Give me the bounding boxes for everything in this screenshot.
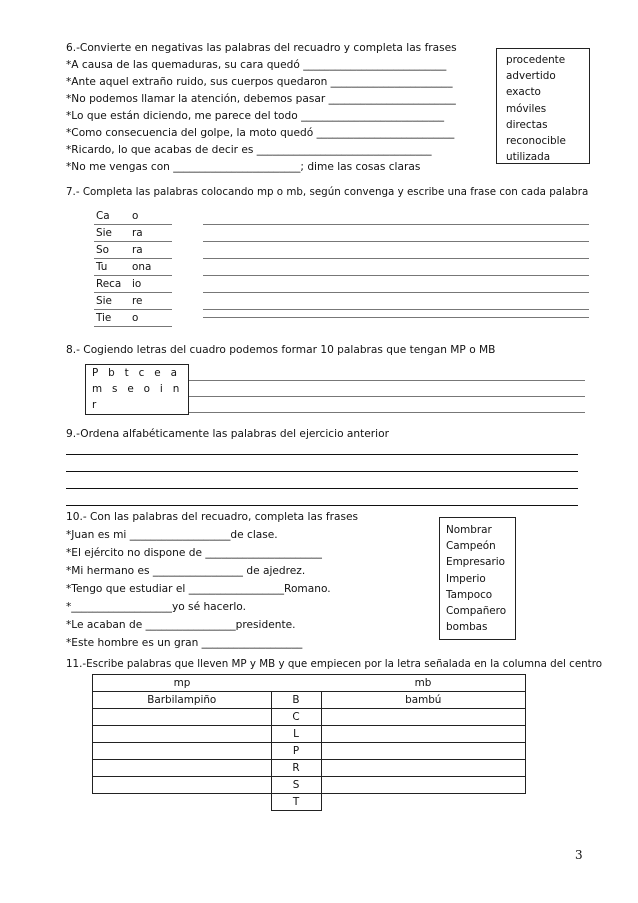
ex10-sentence-4: *Tengo que estudiar el __________________Romano. <box>66 583 331 595</box>
page-number: 3 <box>575 848 583 862</box>
ex10-box-word: Compañero <box>446 605 507 618</box>
mp-cell[interactable]: Barbilampiño <box>93 692 272 709</box>
ex9-answer-line[interactable] <box>66 471 578 472</box>
ex6-title: 6.-Convierte en negativas las palabras del recuadro y completa las frases <box>66 42 457 54</box>
word-prefix: So <box>94 242 130 259</box>
mp-cell[interactable] <box>93 726 272 743</box>
ex7-sentence-line[interactable] <box>203 317 589 318</box>
word-suffix: io <box>130 276 172 293</box>
ex10-sentence-3: *Mi hermano es _________________ de ajedrez. <box>66 565 306 577</box>
ex7-word-row <box>94 310 172 327</box>
word-prefix: Sie <box>94 225 130 242</box>
ex6-box-word: reconocible <box>506 135 566 148</box>
ex7-sentence-line[interactable] <box>203 275 589 276</box>
ex7-word-row <box>94 225 172 242</box>
letter-cell: C <box>271 709 321 726</box>
mb-cell[interactable] <box>321 743 526 760</box>
word-prefix: Tie <box>94 310 130 327</box>
word-suffix: ona <box>130 259 172 276</box>
mb-cell[interactable] <box>321 709 526 726</box>
ex6-box-word: directas <box>506 118 548 131</box>
mb-cell[interactable]: bambú <box>321 692 526 709</box>
ex7-sentence-line[interactable] <box>203 258 589 259</box>
ex6-box-word: advertido <box>506 70 556 83</box>
ex7-word-row <box>94 208 172 225</box>
letter-row: r <box>92 399 97 411</box>
ex9-answer-line[interactable] <box>66 454 578 455</box>
ex10-box-word: Nombrar <box>446 524 492 536</box>
mp-cell[interactable] <box>93 743 272 760</box>
table-row <box>93 777 526 794</box>
ex7-sentence-line[interactable] <box>203 241 589 242</box>
ex6-sentence-3: *No podemos llamar la atención, debemos pasar ________________________ <box>66 93 456 105</box>
ex7-sentence-line[interactable] <box>203 224 589 225</box>
ex11-title: 11.-Escribe palabras que lleven MP y MB y que empiecen por la letra señalada en la columna del centro <box>66 658 603 670</box>
letter-cell: L <box>271 726 321 743</box>
ex11-header-row <box>93 675 526 692</box>
mb-cell[interactable] <box>321 794 526 811</box>
word-suffix: o <box>130 208 172 225</box>
ex7-sentence-line[interactable] <box>203 292 589 293</box>
ex7-word-row <box>94 293 172 310</box>
ex6-box-word: procedente <box>506 54 566 66</box>
ex7-title: 7.- Completa las palabras colocando mp o mb, según convenga y escribe una frase con cada palabra <box>66 186 589 198</box>
letter-row: m s e o i n <box>92 383 180 395</box>
word-prefix: Tu <box>94 259 130 276</box>
letter-row: P b t c e a <box>92 367 177 379</box>
table-row <box>93 692 526 709</box>
word-suffix: ra <box>130 242 172 259</box>
table-row <box>93 726 526 743</box>
header-spacer <box>271 675 321 692</box>
letter-cell: R <box>271 760 321 777</box>
ex7-word-row <box>94 276 172 293</box>
ex10-box-word: Empresario <box>446 556 506 569</box>
mb-cell[interactable] <box>321 760 526 777</box>
letter-cell: S <box>271 777 321 794</box>
mb-cell[interactable] <box>321 777 526 794</box>
ex11-table <box>92 674 526 811</box>
table-row <box>93 794 526 811</box>
ex10-box-word: Campeón <box>446 540 496 553</box>
ex10-box-word: bombas <box>446 621 488 634</box>
ex10-sentence-6: *Le acaban de _________________presidente. <box>66 619 296 631</box>
ex10-sentence-2: *El ejército no dispone de ______________________ <box>66 547 322 559</box>
header-mb: mb <box>321 675 526 692</box>
ex7-word-table <box>94 208 172 327</box>
ex6-sentence-7: *No me vengas con ________________________; dime las cosas claras <box>66 161 421 173</box>
ex10-sentence-1: *Juan es mi ___________________de clase. <box>66 529 278 541</box>
ex10-box-word: Tampoco <box>446 588 493 601</box>
mp-cell[interactable] <box>93 709 272 726</box>
word-suffix: ra <box>130 225 172 242</box>
mp-cell[interactable] <box>93 760 272 777</box>
ex6-sentence-4: *Lo que están diciendo, me parece del todo ___________________________ <box>66 110 445 122</box>
ex10-sentence-5: *___________________yo sé hacerlo. <box>66 601 246 613</box>
header-mp: mp <box>93 675 272 692</box>
ex9-answer-line[interactable] <box>66 488 578 489</box>
ex6-sentence-1: *A causa de las quemaduras, su cara quedó ___________________________ <box>66 59 447 71</box>
ex7-word-row <box>94 242 172 259</box>
letter-cell: P <box>271 743 321 760</box>
ex8-answer-line[interactable] <box>189 412 585 413</box>
letter-cell: T <box>271 794 321 811</box>
table-row <box>93 760 526 777</box>
table-row <box>93 743 526 760</box>
ex6-sentence-6: *Ricardo, lo que acabas de decir es _________________________________ <box>66 144 432 156</box>
ex10-title: 10.- Con las palabras del recuadro, completa las frases <box>66 511 358 523</box>
word-prefix: Sie <box>94 293 130 310</box>
ex9-title: 9.-Ordena alfabéticamente las palabras del ejercicio anterior <box>66 428 389 440</box>
ex10-word-box <box>439 517 516 640</box>
ex10-box-word: Imperio <box>446 572 486 585</box>
ex7-word-row <box>94 259 172 276</box>
ex10-sentence-7: *Este hombre es un gran ___________________ <box>66 637 303 649</box>
ex6-sentence-2: *Ante aquel extraño ruido, sus cuerpos quedaron _______________________ <box>66 76 453 88</box>
ex6-sentence-5: *Como consecuencia del golpe, la moto quedó __________________________ <box>66 127 455 139</box>
ex6-box-word: móviles <box>506 102 547 115</box>
ex6-box-word: exacto <box>506 86 541 99</box>
ex8-letter-box <box>85 364 189 415</box>
mp-cell[interactable] <box>93 794 272 811</box>
ex6-word-box <box>496 48 590 164</box>
ex8-answer-line[interactable] <box>189 396 585 397</box>
table-row <box>93 709 526 726</box>
word-prefix: Reca <box>94 276 130 293</box>
ex9-answer-line[interactable] <box>66 505 578 506</box>
ex8-title: 8.- Cogiendo letras del cuadro podemos formar 10 palabras que tengan MP o MB <box>66 344 496 356</box>
ex7-sentence-line[interactable] <box>203 309 589 310</box>
mb-cell[interactable] <box>321 726 526 743</box>
word-suffix: o <box>130 310 172 327</box>
ex8-answer-line[interactable] <box>189 380 585 381</box>
letter-cell: B <box>271 692 321 709</box>
word-prefix: Ca <box>94 208 130 225</box>
ex6-box-word: utilizada <box>506 151 551 164</box>
word-suffix: re <box>130 293 172 310</box>
mp-cell[interactable] <box>93 777 272 794</box>
